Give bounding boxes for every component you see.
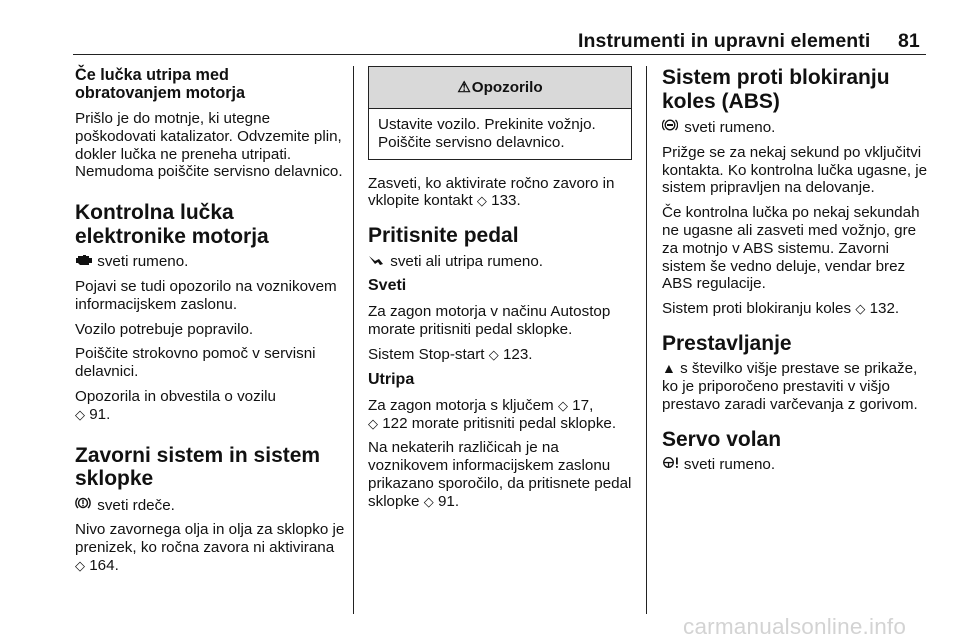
warning-triangle-icon: ⚠: [457, 78, 471, 96]
pedal-status: [368, 253, 636, 271]
brake-status: [75, 496, 347, 515]
stop-start-text: Sistem Stop-start: [368, 346, 485, 364]
paragraph-needs-repair: Vozilo potrebuje popravilo.: [75, 320, 254, 338]
heading-engine-electronics: Kontrolna lučka elektronike motorja: [75, 201, 269, 248]
page-reference-icon: ◇: [488, 347, 499, 363]
paragraph-autostop: Za zagon motorja v načinu Autostop morate pritisniti pedal sklopke.: [368, 303, 611, 339]
paragraph-catalyst: Prišlo je do motnje, ki utegne poškodovati katalizator. Odvzemite plin, dokler lučka ne preneha utripati. Nemudoma poiščite servisno delavnico.: [75, 110, 343, 181]
page-reference-icon: ◇: [476, 193, 487, 209]
brake-fluid-text: Nivo zavornega olja in olja za sklopko je prenizek, ko ročna zavora ni aktivirana: [75, 521, 345, 557]
parking-brake-text: Zasveti, ko aktivirate ročno zavoro in vklopite kontakt: [368, 174, 615, 210]
paragraph-stop-start: [368, 346, 636, 364]
engine-icon: [75, 253, 93, 271]
engine-status-text: sveti rumeno.: [97, 253, 189, 271]
column-right: [662, 66, 932, 481]
paragraph-abs-ref: [662, 300, 932, 318]
steering-status-text: sveti rumeno.: [683, 456, 776, 474]
steering-status: [662, 456, 932, 474]
abs-status: [662, 118, 932, 137]
key-start-text-2: 122 morate pritisniti pedal sklopke.: [382, 414, 617, 432]
upshift-arrow-icon: ▲: [662, 360, 676, 377]
column-divider-1: [353, 66, 354, 614]
page-reference-icon: ◇: [368, 415, 378, 431]
abs-ref-text: Sistem proti blokiranju koles: [662, 300, 852, 318]
heading-power-steering: Servo volan: [662, 427, 782, 451]
page-reference-icon: ◇: [855, 301, 866, 317]
brake-warning-icon: [75, 496, 93, 515]
heading-press-pedal: Pritisnite pedal: [368, 224, 519, 248]
warnings-ref-page[interactable]: 91.: [89, 405, 111, 423]
warning-box: [368, 66, 632, 160]
engine-status: [75, 253, 347, 271]
watermark: carmanualsonline.info: [683, 614, 907, 639]
key-start-ref-page[interactable]: 17,: [572, 396, 594, 414]
column-left: [75, 66, 347, 582]
paragraph-key-start: [368, 397, 636, 433]
heading-brake-clutch: Zavorni sistem in sistem sklopke: [75, 443, 321, 491]
header-rule: [73, 54, 926, 55]
warning-box-header: [369, 67, 631, 109]
column-divider-2: [646, 66, 647, 614]
shifting-text: s številko višje prestave se prikaže, ko je priporočeno prestaviti v višjo prestavo zaradi varčevanja z gorivom.: [662, 360, 918, 414]
parking-brake-ref-page[interactable]: 133.: [491, 192, 521, 210]
paragraph-warnings-ref: [75, 388, 347, 424]
heading-lamp-flashing: Če lučka utripa med obratovanjem motorja: [75, 66, 246, 102]
paragraph-shifting: [662, 360, 932, 413]
warning-title: Opozorilo: [471, 78, 543, 96]
brake-status-text: sveti rdeče.: [97, 496, 175, 514]
pedal-status-text: sveti ali utripa rumeno.: [390, 252, 544, 270]
steering-icon: [662, 456, 684, 472]
abs-icon: [662, 118, 680, 137]
paragraph-workshop: Poiščite strokovno pomoč v servisni delavnici.: [75, 345, 316, 381]
page-number: 81: [898, 30, 920, 52]
message-text: Na nekaterih različicah je na voznikovem informacijskem zaslonu prikazano sporočilo, da pritisnete pedal sklopke: [368, 439, 632, 510]
stop-start-ref-page[interactable]: 123.: [502, 346, 533, 364]
warning-box-body: Ustavite vozilo. Prekinite vožnjo. Poiščite servisno delavnico.: [378, 116, 596, 151]
paragraph-driver-info: Pojavi se tudi opozorilo na voznikovem informacijskem zaslonu.: [75, 277, 337, 313]
paragraph-brake-fluid: [75, 521, 347, 574]
page-header-title: Instrumenti in upravni elementi: [578, 30, 871, 52]
message-ref-page[interactable]: 91.: [437, 492, 460, 510]
abs-status-text: sveti rumeno.: [684, 119, 776, 136]
press-pedal-icon: [368, 253, 386, 271]
page-reference-icon: ◇: [423, 493, 434, 509]
subheading-lit: Sveti: [368, 277, 407, 295]
warnings-ref-text: Opozorila in obvestila o vozilu: [75, 387, 276, 405]
paragraph-abs-start: Prižge se za nekaj sekund po vključitvi kontakta. Ko kontrolna lučka ugasne, je sistem pripravljen na delovanje.: [662, 143, 928, 197]
page-reference-icon: ◇: [75, 406, 85, 422]
heading-shifting: Prestavljanje: [662, 331, 792, 355]
paragraph-message: [368, 439, 636, 510]
key-start-text: Za zagon motorja s ključem: [368, 396, 554, 414]
paragraph-parking-brake: [368, 175, 636, 211]
heading-abs: Sistem proti blokiranju koles (ABS): [662, 66, 890, 113]
brake-fluid-ref-page[interactable]: 164.: [89, 556, 119, 574]
page-reference-icon: ◇: [557, 397, 568, 413]
paragraph-abs-fault: Če kontrolna lučka po nekaj sekundah ne ugasne ali zasveti med vožnjo, gre za motnjo v ABS sistemu. Zavorni sistem še vedno deluje, vendar brez ABS regulacije.: [662, 204, 920, 293]
column-middle: [368, 66, 636, 518]
abs-ref-page[interactable]: 132.: [869, 300, 900, 318]
subheading-flashing: Utripa: [368, 370, 415, 388]
page-reference-icon: ◇: [75, 557, 85, 573]
